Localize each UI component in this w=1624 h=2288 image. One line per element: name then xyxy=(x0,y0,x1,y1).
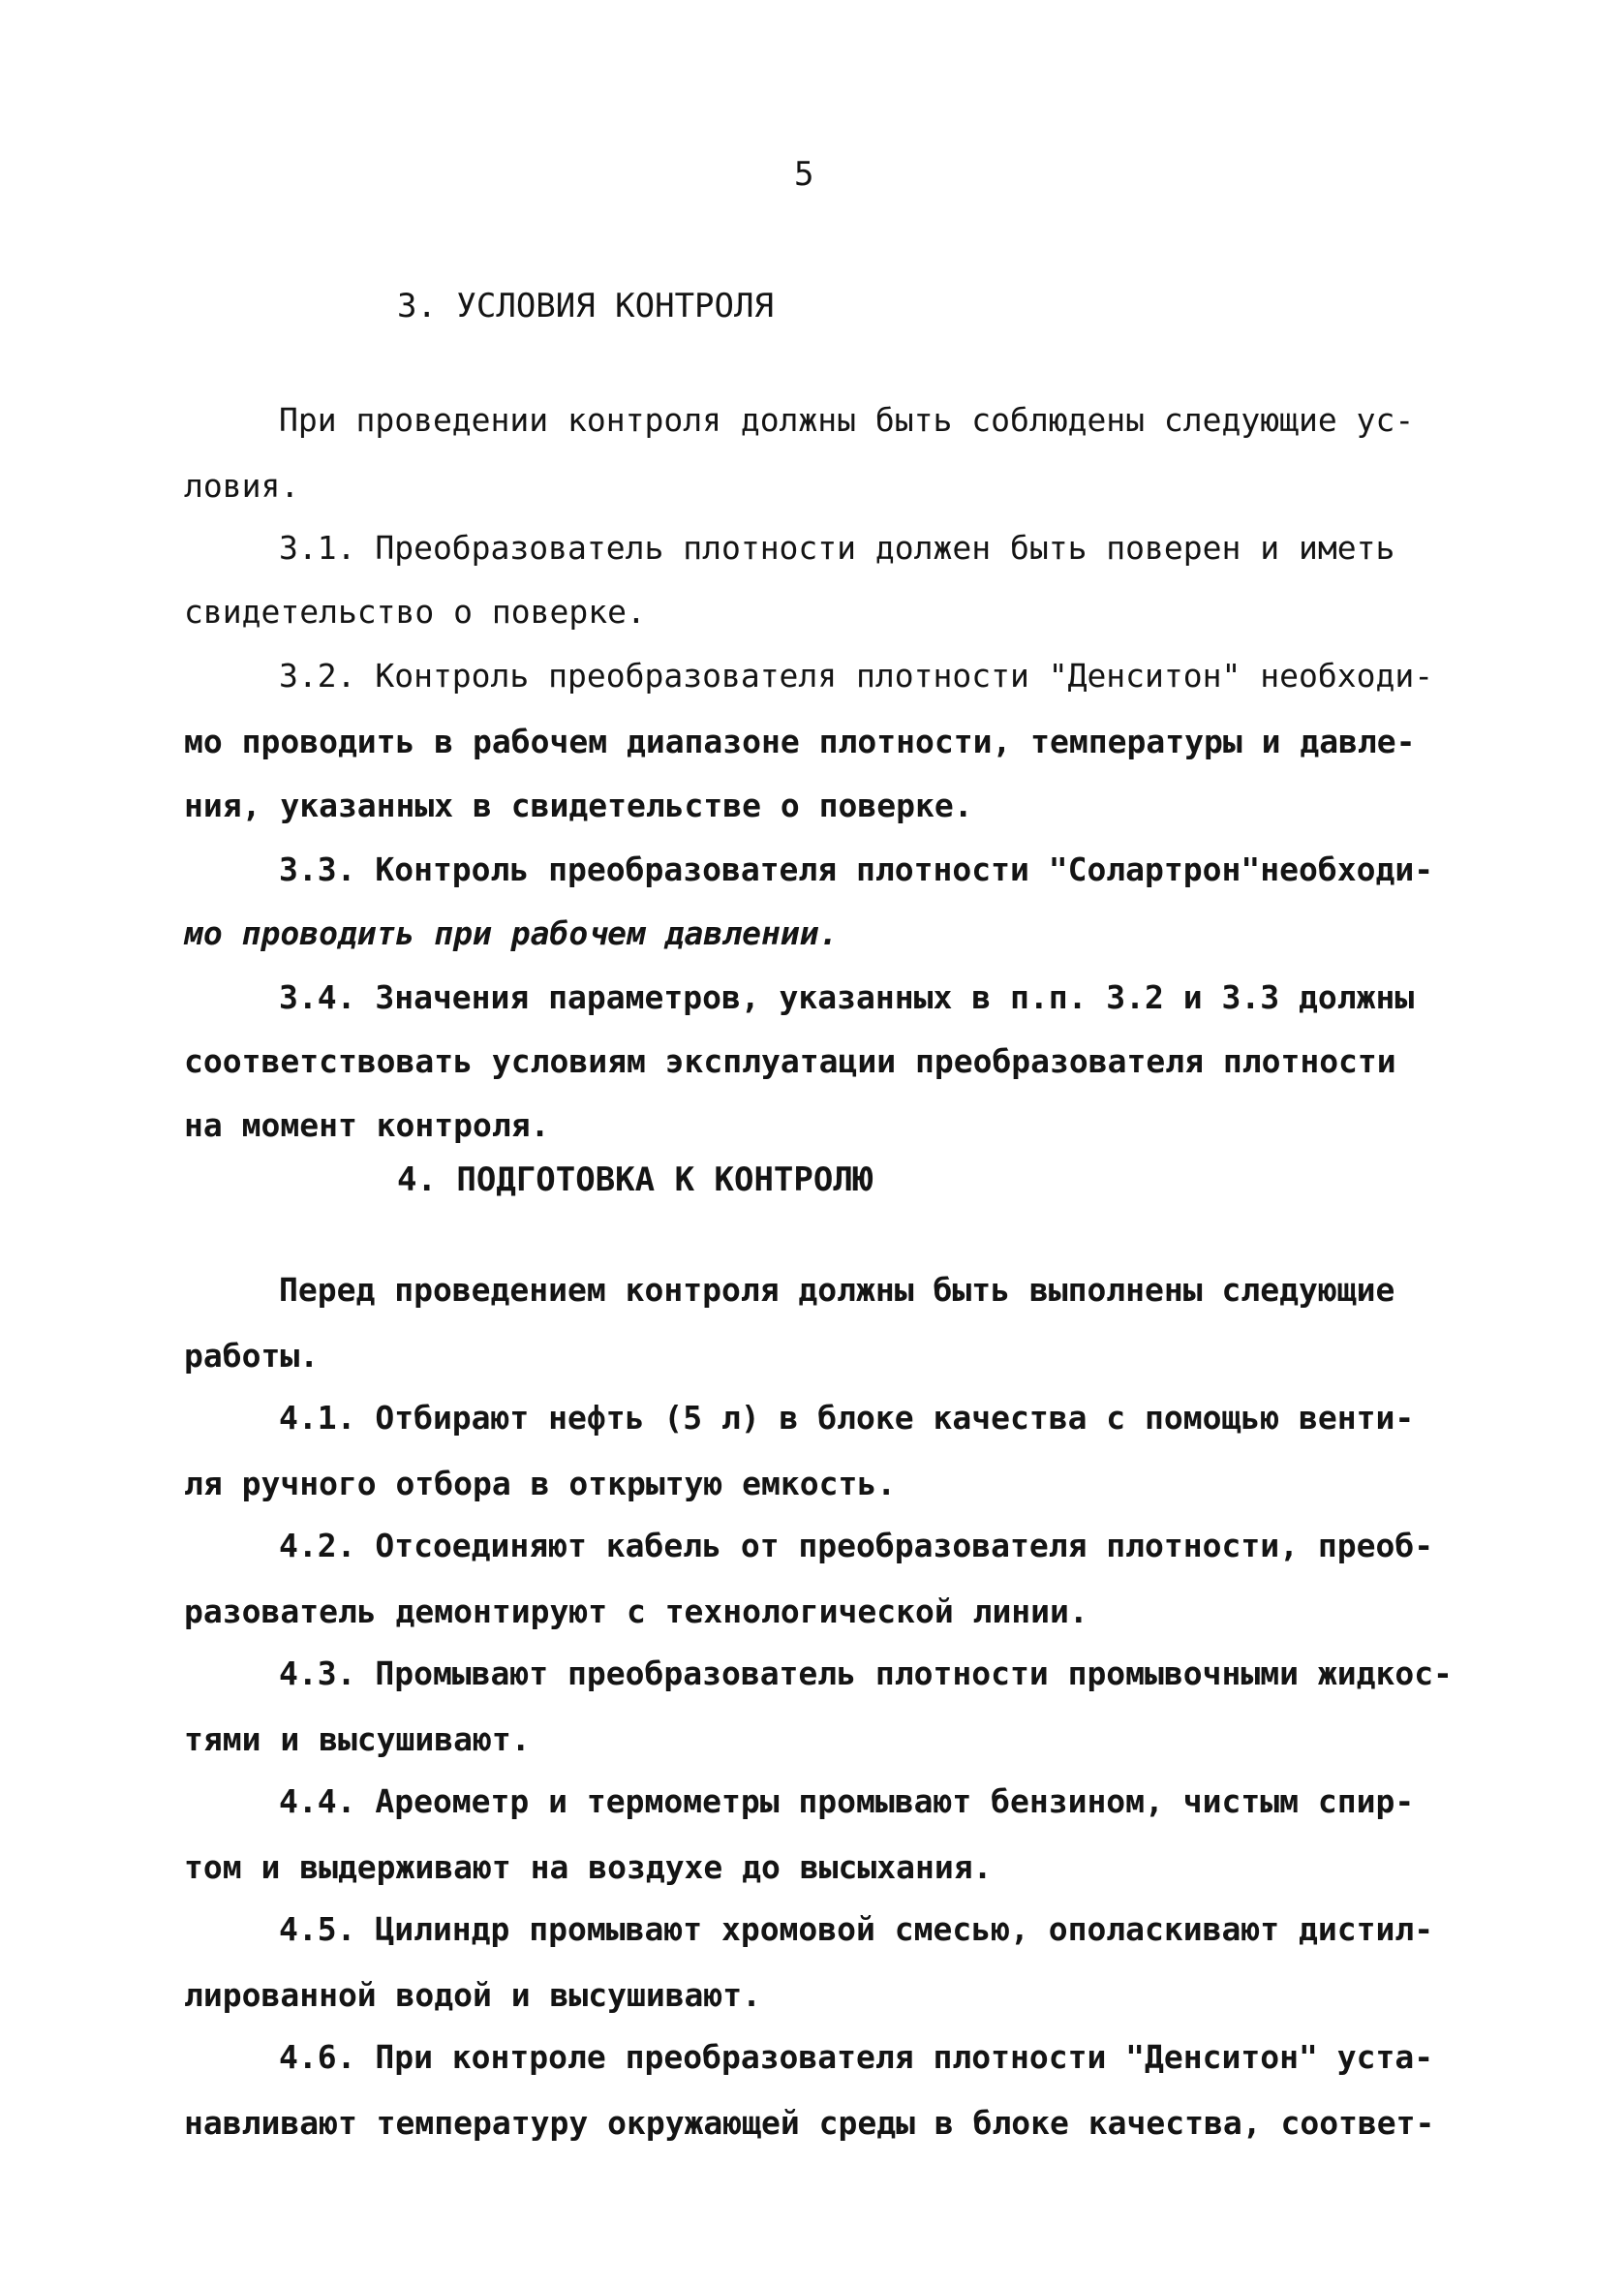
para-3-4-line-2: соответствовать условиям эксплуатации преобразователя плотности xyxy=(184,1042,1396,1080)
para-3-3-line-1: 3.3. Контроль преобразователя плотности "Солартрон"необходи- xyxy=(279,850,1434,888)
para-4-3-line-1: 4.3. Промывают преобразователь плотности промывочными жидкос- xyxy=(279,1654,1453,1692)
para-4-1-line-1: 4.1. Отбирают нефть (5 л) в блоке качества с помощью венти- xyxy=(279,1399,1415,1437)
para-3-1-line-2: свидетельство о поверке. xyxy=(184,593,646,631)
para-3-4-line-1: 3.4. Значения параметров, указанных в п.п. 3.2 и 3.3 должны xyxy=(279,978,1415,1016)
section-4-intro-line-2: работы. xyxy=(184,1337,320,1375)
para-4-6-line-1: 4.6. При контроле преобразователя плотности "Денситон" уста- xyxy=(279,2038,1434,2076)
para-4-3-line-2: тями и высушивают. xyxy=(184,1720,531,1758)
para-3-3-line-2: мо проводить при рабочем давлении. xyxy=(184,914,839,952)
para-4-4-line-1: 4.4. Ареометр и термометры промывают бензином, чистым спир- xyxy=(279,1782,1415,1820)
para-4-4-line-2: том и выдерживают на воздухе до высыхания. xyxy=(184,1848,993,1886)
para-3-4-line-3: на момент контроля. xyxy=(184,1106,550,1144)
para-3-2-line-3: ния, указанных в свидетельстве о поверке. xyxy=(184,787,973,824)
para-4-2-line-1: 4.2. Отсоединяют кабель от преобразователя плотности, преоб- xyxy=(279,1527,1434,1564)
page-number: 5 xyxy=(794,155,814,194)
para-3-2-line-1: 3.2. Контроль преобразователя плотности "Денситон" необходи- xyxy=(279,657,1434,695)
section-3-heading: 3. УСЛОВИЯ КОНТРОЛЯ xyxy=(397,287,774,325)
section-3-intro-line-1: При проведении контроля должны быть соблюдены следующие ус- xyxy=(279,401,1415,439)
para-4-5-line-1: 4.5. Цилиндр промывают хромовой смесью, ополаскивают дистил- xyxy=(279,1910,1434,1948)
para-4-1-line-2: ля ручного отбора в открытую емкость. xyxy=(184,1465,897,1502)
section-4-intro-line-1: Перед проведением контроля должны быть выполнены следующие xyxy=(279,1271,1395,1309)
para-4-6-line-2: навливают температуру окружающей среды в блоке качества, соответ- xyxy=(184,2104,1435,2142)
para-3-2-line-2: мо проводить в рабочем диапазоне плотности, температуры и давле- xyxy=(184,723,1416,760)
section-4-heading: 4. ПОДГОТОВКА К КОНТРОЛЮ xyxy=(397,1160,873,1199)
para-4-2-line-2: разователь демонтируют с технологической линии. xyxy=(184,1592,1088,1630)
para-3-1-line-1: 3.1. Преобразователь плотности должен быть поверен и иметь xyxy=(279,529,1395,567)
para-4-5-line-2: лированной водой и высушивают. xyxy=(184,1976,762,2014)
section-3-intro-line-2: ловия. xyxy=(184,467,300,505)
